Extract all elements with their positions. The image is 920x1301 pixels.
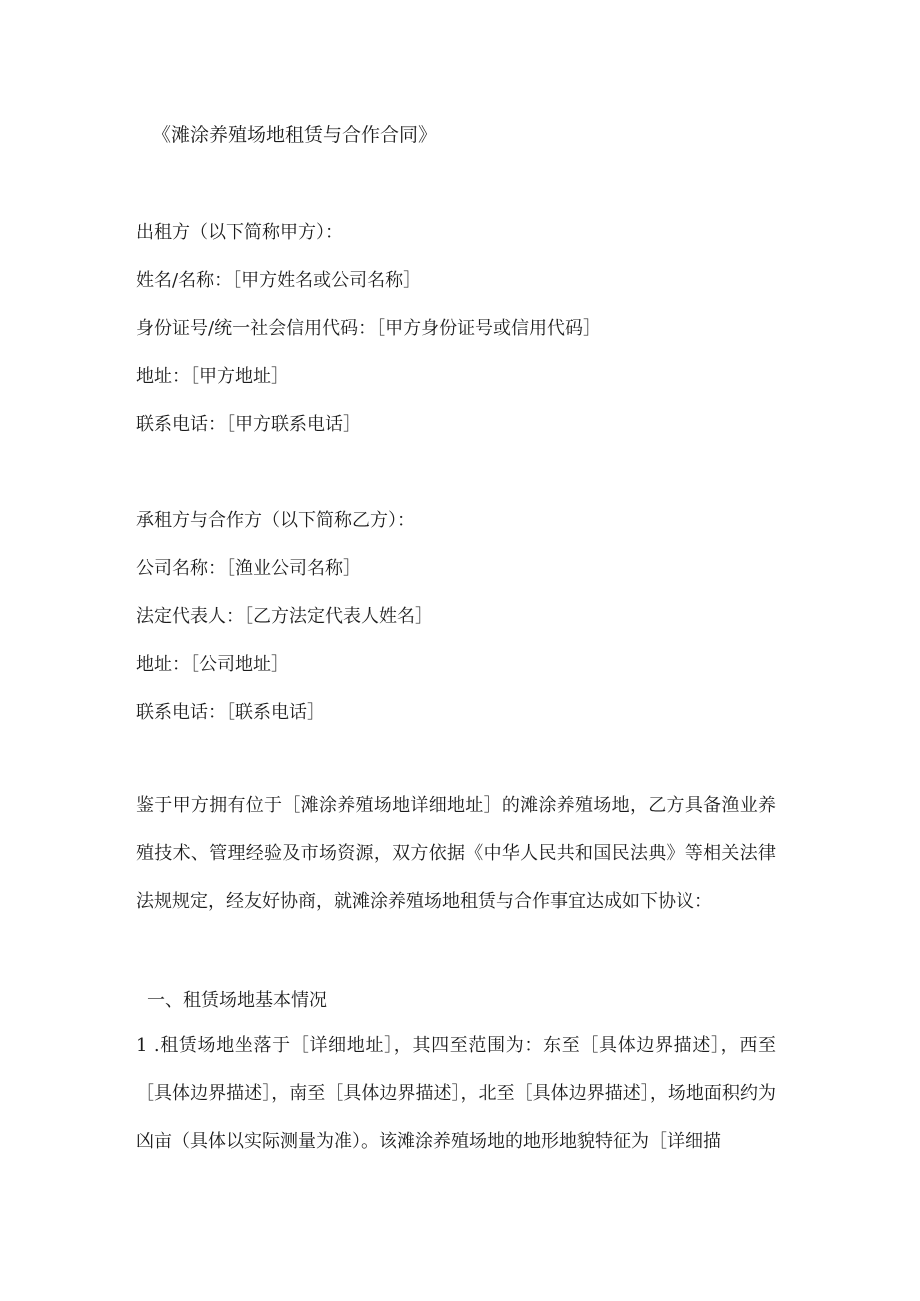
party-a-header: 出租方（以下简称甲方）： xyxy=(136,222,343,243)
party-b-header: 承租方与合作方（以下简称乙方）： xyxy=(136,510,415,531)
section-1-heading: 一、租赁场地基本情况 xyxy=(147,990,327,1011)
party-a-address: 地址：［甲方地址］ xyxy=(136,366,289,387)
party-b-company: 公司名称：［渔业公司名称］ xyxy=(136,558,361,579)
party-b-phone: 联系电话：［联系电话］ xyxy=(136,702,325,723)
party-a-id: 身份证号/统一社会信用代码：［甲方身份证号或信用代码］ xyxy=(136,318,602,339)
preamble-paragraph: 鉴于甲方拥有位于［滩涂养殖场地详细地址］的滩涂养殖场地，乙方具备渔业养殖技术、管理经验及市场资源，双方依据《中华人民共和国民法典》等相关法律法规规定，经友好协商，就滩涂养殖场地租赁与合作事宜达成如下协议： xyxy=(136,795,776,912)
party-b-representative: 法定代表人：［乙方法定代表人姓名］ xyxy=(136,606,433,627)
party-a-name: 姓名/名称：［甲方姓名或公司名称］ xyxy=(136,270,422,291)
section-1-clause-1: 1 .租赁场地坐落于［详细地址］，其四至范围为：东至［具体边界描述］，西至［具体边界描述］，南至［具体边界描述］，北至［具体边界描述］，场地面积约为凶亩（具体以实际测量为准）。该滩涂养殖场地的地形地貌特征为［详细描 xyxy=(136,1035,776,1152)
party-a-phone: 联系电话：［甲方联系电话］ xyxy=(136,414,361,435)
document-title: 《滩涂养殖场地租赁与合作合同》 xyxy=(152,124,438,146)
party-b-address: 地址：［公司地址］ xyxy=(136,654,289,675)
